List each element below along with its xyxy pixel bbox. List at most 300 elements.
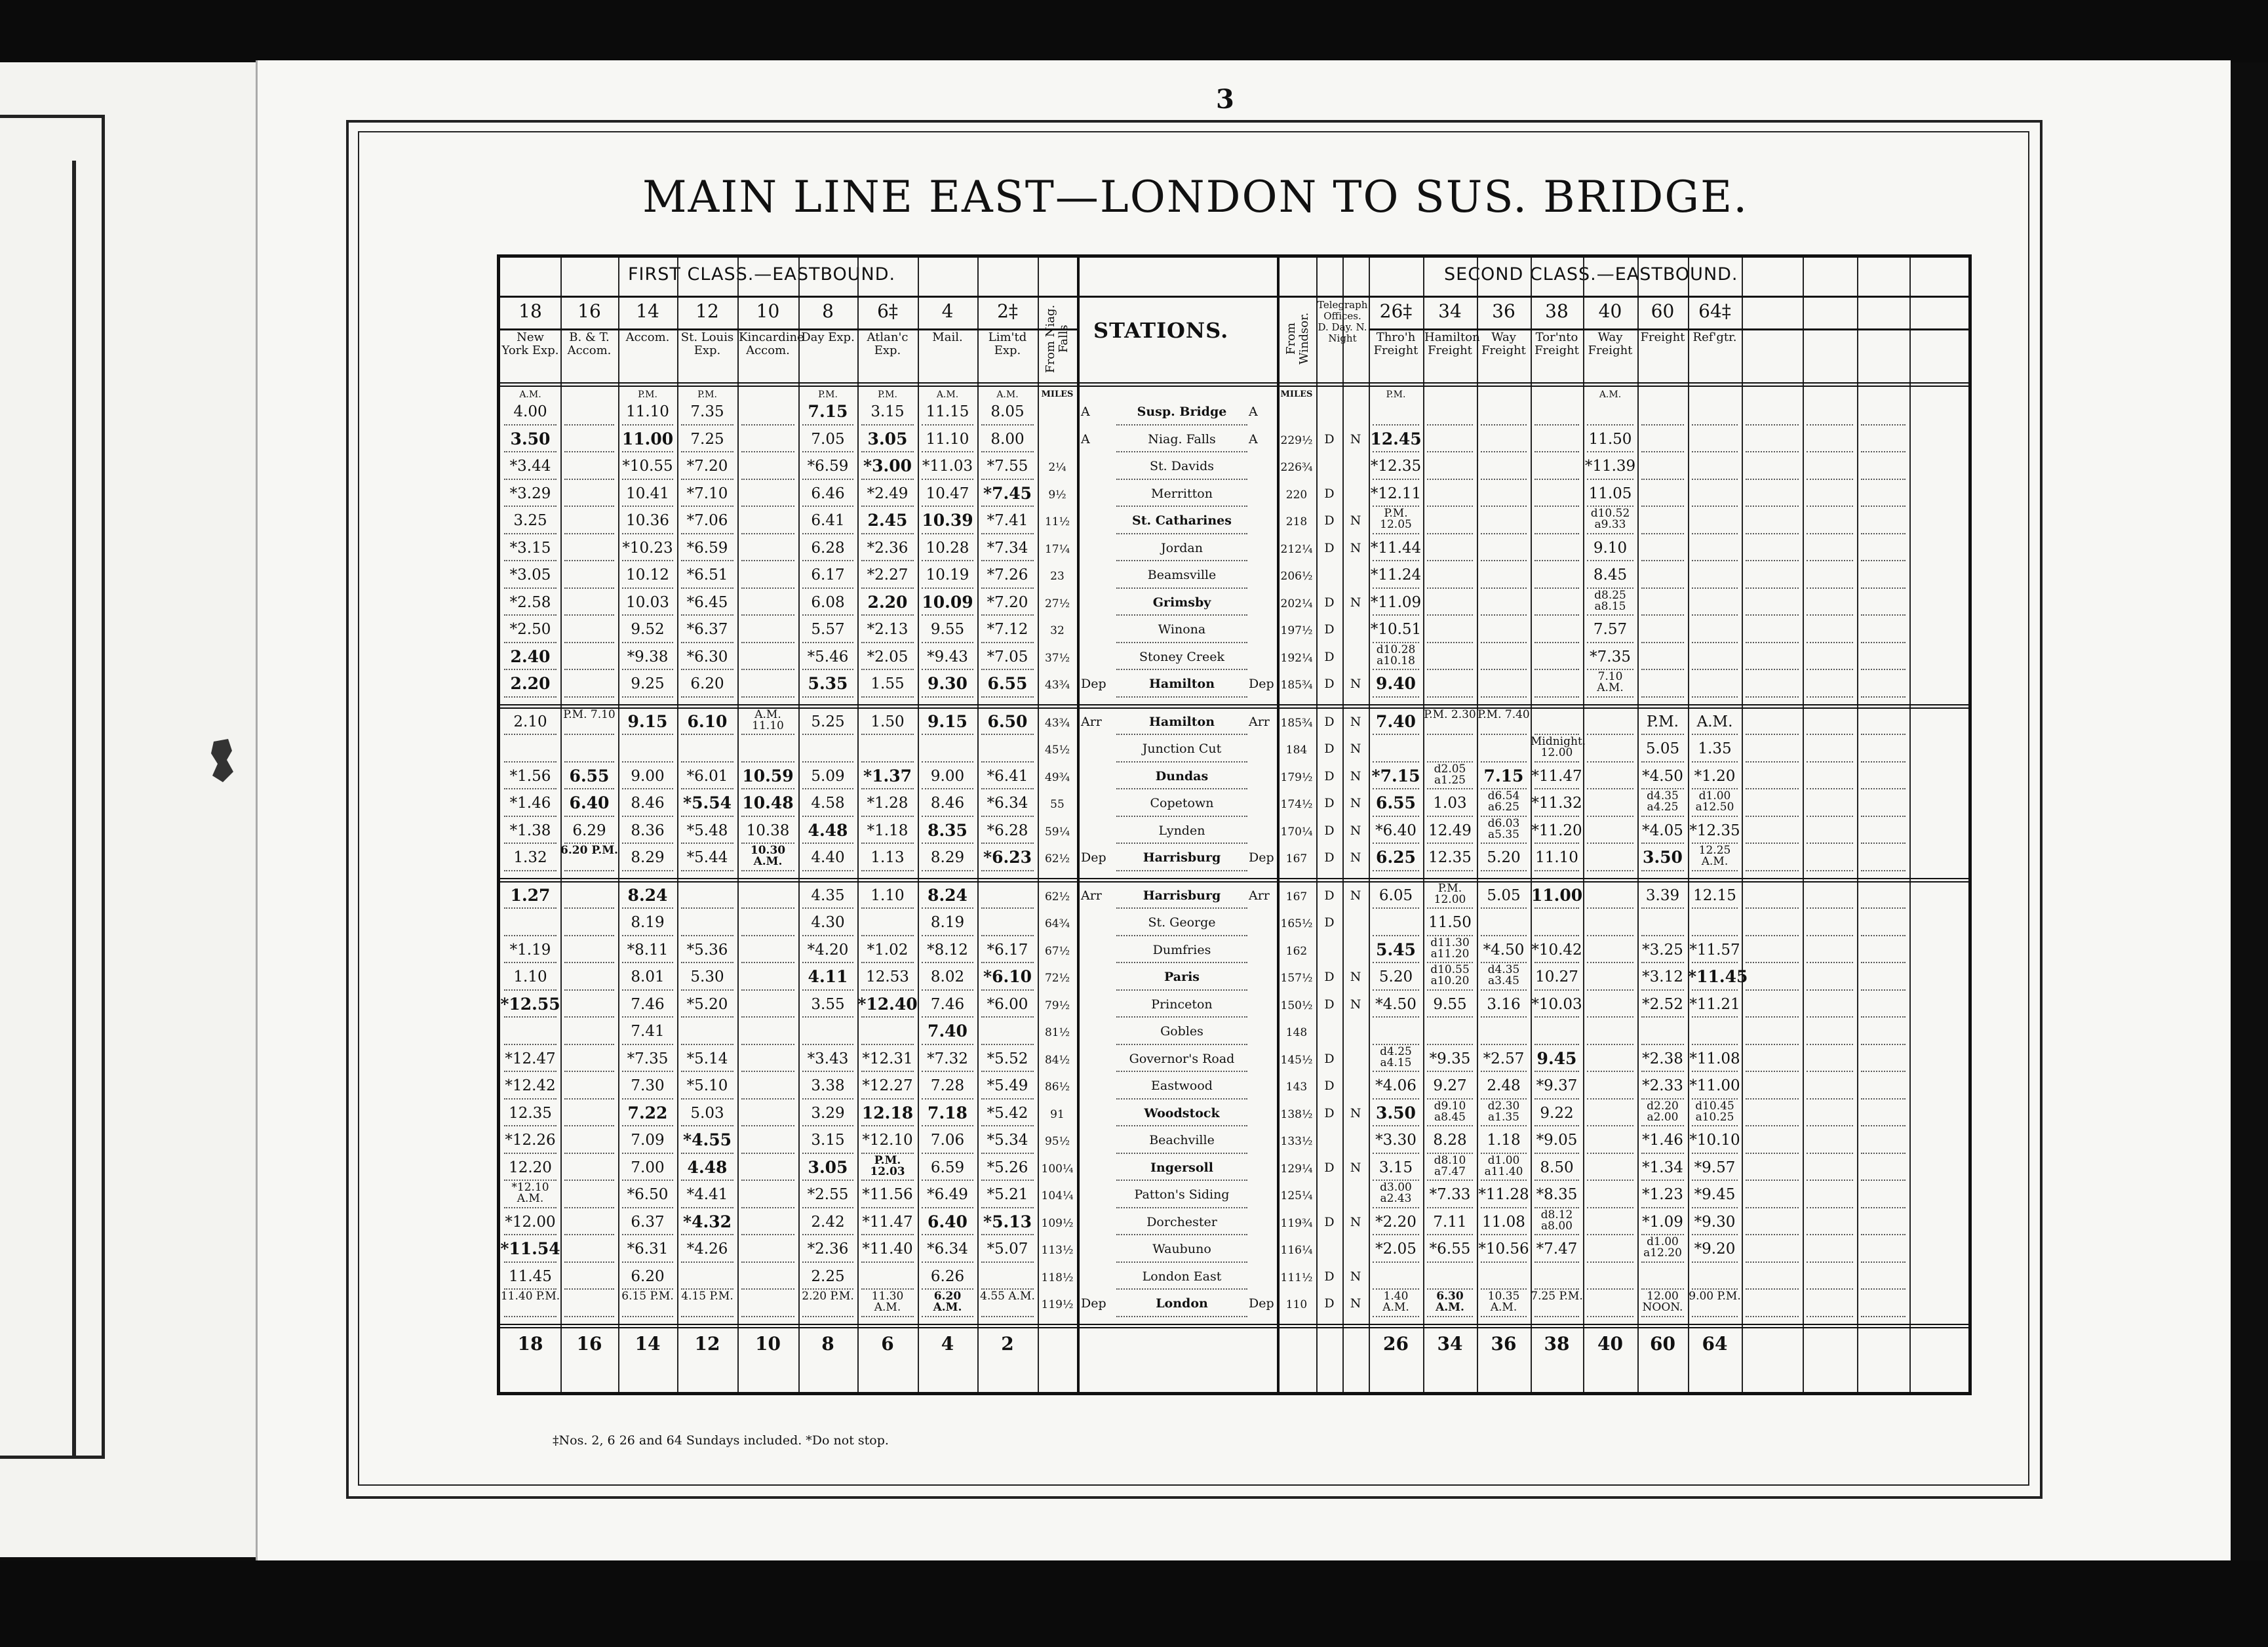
cell-leader <box>1861 1071 1906 1072</box>
cell-leader <box>564 870 614 871</box>
time-cell: *7.32 <box>927 1050 968 1067</box>
miles-cell: 100¼ <box>1041 1162 1074 1176</box>
cell-leader <box>1807 1261 1853 1263</box>
time-cell: 3.55 <box>811 995 845 1013</box>
time-cell: *2.52 <box>1642 995 1683 1013</box>
station-name: Merritton <box>1151 486 1213 501</box>
time-cell: *11.40 <box>862 1240 913 1258</box>
time-cell: 10.27 <box>1535 968 1578 985</box>
cell-leader <box>1861 761 1906 763</box>
telegraph-day-cell: D <box>1324 742 1335 756</box>
time-cell: 2.10 <box>513 713 547 730</box>
ampm-label: P.M. <box>878 389 897 400</box>
station-name: Winona <box>1158 622 1206 637</box>
cell-leader <box>1746 1098 1799 1100</box>
time-cell: *5.36 <box>686 941 728 959</box>
cell-leader <box>1535 1180 1579 1181</box>
cell-leader <box>981 506 1034 507</box>
miles-cell: 95½ <box>1044 1135 1070 1148</box>
time-cell: *1.38 <box>509 822 551 839</box>
time-cell: 6.59 <box>930 1159 965 1176</box>
cell-leader <box>981 642 1034 643</box>
cell-leader <box>922 1180 973 1181</box>
miles-cell: 2¼ <box>1048 461 1066 474</box>
cell-leader <box>622 843 673 844</box>
cell-leader <box>1692 1016 1738 1018</box>
scan-border-top <box>0 0 2268 62</box>
cell-leader <box>1535 560 1579 561</box>
scan-border-bottom <box>0 1560 2268 1647</box>
miles-cell: 91 <box>1050 1107 1065 1121</box>
time-cell: *4.41 <box>686 1186 728 1203</box>
time-cell: *6.01 <box>686 767 728 785</box>
cell-leader <box>922 761 973 763</box>
cell-leader <box>1861 587 1906 589</box>
cell-leader <box>922 669 973 670</box>
time-cell: 6.50 <box>987 711 1028 731</box>
time-cell: *10.56 <box>1478 1240 1529 1258</box>
cell-leader <box>981 424 1034 426</box>
time-cell: 10.38 <box>746 822 790 839</box>
cell-leader <box>622 962 673 963</box>
station-leader <box>1116 870 1247 871</box>
time-cell: 9.15 <box>928 711 968 731</box>
cell-leader <box>922 1125 973 1126</box>
time-cell: *2.05 <box>867 648 909 665</box>
cell-leader <box>1373 788 1419 789</box>
cell-leader <box>1373 614 1419 616</box>
telegraph-night-cell: N <box>1350 888 1361 903</box>
cell-leader <box>802 614 853 616</box>
time-cell: d4.35 a4.25 <box>1647 789 1679 814</box>
cell-leader <box>741 935 794 936</box>
cell-leader <box>741 1071 794 1072</box>
cell-leader <box>1861 560 1906 561</box>
cell-leader <box>622 479 673 480</box>
time-cell: 8.46 <box>930 795 965 812</box>
cell-leader <box>1746 1288 1799 1290</box>
cell-leader <box>802 1153 853 1154</box>
station-leader <box>1116 696 1247 698</box>
cell-leader <box>861 761 914 763</box>
cell-leader <box>1535 962 1579 963</box>
station-leader <box>1116 989 1247 991</box>
time-cell: 8.28 <box>1433 1132 1467 1149</box>
cell-leader <box>681 560 733 561</box>
cell-leader <box>1427 788 1473 789</box>
station-name: Junction Cut <box>1142 742 1222 756</box>
time-cell: *12.42 <box>505 1077 556 1094</box>
time-cell: 10.59 <box>742 766 794 785</box>
cell-leader <box>504 1234 557 1235</box>
cell-leader <box>1373 560 1419 561</box>
cell-leader <box>1373 669 1419 670</box>
cell-leader <box>741 669 794 670</box>
cell-leader <box>802 587 853 589</box>
time-cell: *3.15 <box>509 539 551 557</box>
time-cell: *1.20 <box>1694 767 1736 785</box>
time-cell: *8.35 <box>1536 1186 1578 1203</box>
telegraph-night-cell: N <box>1350 714 1361 729</box>
time-cell: *6.37 <box>686 621 728 638</box>
time-cell: 7.11 <box>1433 1213 1467 1231</box>
time-cell: *3.12 <box>1642 968 1683 985</box>
cell-leader <box>622 989 673 991</box>
cell-leader <box>1373 533 1419 534</box>
time-cell: 10.47 <box>926 485 969 502</box>
cell-leader <box>1587 1044 1633 1045</box>
station-prefix: Dep <box>1081 850 1106 865</box>
cell-leader <box>981 1180 1034 1181</box>
time-cell: 7.05 <box>811 430 845 448</box>
time-cell: 10.12 <box>626 566 669 584</box>
cell-leader <box>1373 935 1419 936</box>
cell-leader <box>741 424 794 426</box>
time-cell: 4.00 <box>513 403 547 420</box>
cell-leader <box>564 424 614 426</box>
time-cell: *5.13 <box>983 1212 1032 1231</box>
miles-cell: 9½ <box>1048 488 1066 502</box>
cell-leader <box>1807 1071 1853 1072</box>
cell-leader <box>1587 907 1633 909</box>
time-cell: 7.18 <box>928 1103 968 1122</box>
station-suffix: Dep <box>1249 1296 1274 1311</box>
time-cell: *6.30 <box>686 648 728 665</box>
cell-leader <box>1692 935 1738 936</box>
station-name: Grimsby <box>1152 595 1211 610</box>
time-cell: *5.54 <box>683 793 732 812</box>
cell-leader <box>622 870 673 871</box>
cell-leader <box>681 451 733 452</box>
cell-leader <box>564 907 614 909</box>
time-cell: *9.43 <box>927 648 968 665</box>
cell-leader <box>681 479 733 480</box>
windsor-miles-cell: 197½ <box>1280 624 1313 637</box>
time-cell: 12.35 <box>1428 849 1472 866</box>
binding-mark-icon <box>208 738 236 784</box>
time-cell: P.M. 12.03 <box>870 1153 905 1178</box>
cell-leader <box>1861 696 1906 698</box>
cell-leader <box>1692 560 1738 561</box>
cell-leader <box>861 614 914 616</box>
cell-leader <box>1746 734 1799 735</box>
time-cell: 1.27 <box>510 885 551 905</box>
time-cell: 8.24 <box>627 885 668 905</box>
cell-leader <box>564 989 614 991</box>
station-name: Harrisburg <box>1143 888 1221 903</box>
cell-leader <box>1641 1207 1684 1208</box>
time-cell: *4.26 <box>686 1240 728 1258</box>
cell-leader <box>981 870 1034 871</box>
telegraph-day-cell: D <box>1324 677 1335 691</box>
cell-leader <box>564 669 614 670</box>
time-cell: *9.20 <box>1694 1240 1736 1258</box>
windsor-miles-cell: 167 <box>1285 890 1308 903</box>
cell-leader <box>1587 1016 1633 1018</box>
cell-leader <box>1692 587 1738 589</box>
cell-leader <box>1587 1071 1633 1072</box>
windsor-miles-cell: 119¾ <box>1280 1216 1313 1230</box>
cell-leader <box>564 533 614 534</box>
cell-leader <box>1481 614 1527 616</box>
windsor-miles-cell: 229½ <box>1280 433 1313 447</box>
time-cell: 7.15 <box>1483 766 1524 785</box>
cell-leader <box>1587 1316 1633 1317</box>
cell-leader <box>1692 989 1738 991</box>
train-number: 38 <box>1545 300 1569 322</box>
time-cell: *12.35 <box>1370 458 1422 475</box>
stations-heading: STATIONS. <box>1093 318 1229 343</box>
time-cell: 3.15 <box>1378 1159 1413 1176</box>
cell-leader <box>1427 1316 1473 1317</box>
cell-leader <box>622 734 673 735</box>
time-cell: d2.30 a1.35 <box>1487 1099 1520 1124</box>
time-cell: 10.35 A.M. <box>1487 1290 1520 1314</box>
time-cell: 10.30 A.M. <box>750 844 786 868</box>
time-cell: P.M. 7.10 <box>563 707 616 721</box>
time-cell: 11.00 <box>1531 885 1583 905</box>
time-cell: *12.47 <box>505 1050 556 1067</box>
station-suffix: Arr <box>1249 888 1270 903</box>
cell-leader <box>1746 816 1799 817</box>
cell-leader <box>1535 642 1579 643</box>
time-cell: 7.40 <box>928 1022 968 1041</box>
cell-leader <box>981 1153 1034 1154</box>
windsor-miles-cell: 212¼ <box>1280 542 1313 556</box>
cell-leader <box>564 1288 614 1290</box>
cell-leader <box>1641 1125 1684 1126</box>
cell-leader <box>981 935 1034 936</box>
time-cell: *11.09 <box>1370 593 1422 611</box>
cell-leader <box>1535 1125 1579 1126</box>
train-column-header: Hamilton Freight <box>1424 330 1480 357</box>
cell-leader <box>1746 451 1799 452</box>
time-cell: 10.28 <box>926 539 969 557</box>
footnote: ‡Nos. 2, 6 26 and 64 Sundays included. *Do not stop. <box>553 1433 889 1448</box>
cell-leader <box>1746 1044 1799 1045</box>
telegraph-day-cell: D <box>1324 714 1335 729</box>
station-leader <box>1116 424 1247 426</box>
station-suffix: Dep <box>1249 677 1274 691</box>
cell-leader <box>1861 989 1906 991</box>
miles-cell: 72½ <box>1044 972 1070 985</box>
time-cell: 6.05 <box>1378 886 1413 904</box>
cell-leader <box>564 1044 614 1045</box>
windsor-miles-cell: 162 <box>1285 944 1308 958</box>
cell-leader <box>802 506 853 507</box>
time-cell: 1.10 <box>870 886 905 904</box>
train-column-header: Mail. <box>932 330 963 344</box>
cell-leader <box>681 907 733 909</box>
miles-cell: 32 <box>1050 624 1065 637</box>
cell-leader <box>1861 1288 1906 1290</box>
cell-leader <box>1587 843 1633 844</box>
second-class-heading: SECOND CLASS.—EASTBOUND. <box>1444 264 1738 285</box>
cell-leader <box>922 1261 973 1263</box>
cell-leader <box>861 788 914 789</box>
telegraph-day-cell: D <box>1324 915 1335 930</box>
time-cell: A.M. <box>1696 713 1733 730</box>
time-cell: 9.30 <box>928 674 968 693</box>
windsor-miles-cell: 192¼ <box>1280 651 1313 665</box>
cell-leader <box>1861 642 1906 643</box>
time-cell: *11.00 <box>1689 1077 1740 1094</box>
telegraph-day-cell: D <box>1324 970 1335 984</box>
time-cell: d1.00 a12.20 <box>1643 1235 1682 1260</box>
time-cell: 5.30 <box>690 968 724 985</box>
time-cell: *3.44 <box>509 458 551 475</box>
cell-leader <box>622 761 673 763</box>
cell-leader <box>1535 989 1579 991</box>
cell-leader <box>1861 1180 1906 1181</box>
cell-leader <box>1692 1316 1738 1317</box>
station-leader <box>1116 451 1247 452</box>
cell-leader <box>1481 1044 1527 1045</box>
time-cell: 11.15 <box>926 403 969 420</box>
cell-leader <box>1807 614 1853 616</box>
time-cell: *7.10 <box>686 485 728 502</box>
time-cell: *7.05 <box>987 648 1028 665</box>
time-cell: d8.10 a7.47 <box>1434 1153 1466 1178</box>
cell-leader <box>564 962 614 963</box>
footer-train-number: 2 <box>1001 1332 1014 1355</box>
cell-leader <box>981 1071 1034 1072</box>
station-name: Hamilton <box>1148 677 1215 691</box>
time-cell: *5.21 <box>987 1186 1028 1203</box>
time-cell: 2.20 <box>510 674 551 693</box>
cell-leader <box>1427 1044 1473 1045</box>
cell-leader <box>1481 935 1527 936</box>
cell-leader <box>1861 816 1906 817</box>
cell-leader <box>981 1234 1034 1235</box>
miles-label: MILES <box>1041 389 1074 399</box>
cell-leader <box>1535 1098 1579 1100</box>
cell-leader <box>504 479 557 480</box>
windsor-miles-cell: 145½ <box>1280 1053 1313 1067</box>
time-cell: *2.49 <box>867 485 909 502</box>
cell-leader <box>1535 451 1579 452</box>
time-cell: 12.35 <box>509 1104 552 1122</box>
page-title: MAIN LINE EAST—LONDON TO SUS. BRIDGE. <box>642 172 1749 222</box>
cell-leader <box>681 1207 733 1208</box>
miles-cell: 118½ <box>1041 1271 1074 1284</box>
cell-leader <box>1641 451 1684 452</box>
time-cell: 8.00 <box>990 430 1025 448</box>
cell-leader <box>564 1207 614 1208</box>
time-cell: *5.49 <box>987 1077 1028 1094</box>
cell-leader <box>1861 1207 1906 1208</box>
cell-leader <box>681 1098 733 1100</box>
station-leader <box>1116 479 1247 480</box>
telegraph-day-cell: D <box>1324 1051 1335 1066</box>
station-leader <box>1116 1316 1247 1317</box>
cell-leader <box>681 816 733 817</box>
telegraph-night-cell: N <box>1350 850 1361 865</box>
cell-leader <box>802 1234 853 1235</box>
cell-leader <box>1587 1180 1633 1181</box>
windsor-miles-cell: 148 <box>1285 1026 1308 1039</box>
time-cell: *5.07 <box>987 1240 1028 1258</box>
cell-leader <box>622 1261 673 1263</box>
station-leader <box>1116 1098 1247 1100</box>
train-number: 16 <box>577 300 601 322</box>
time-cell: 1.50 <box>870 713 905 730</box>
cell-leader <box>1587 962 1633 963</box>
cell-leader <box>504 614 557 616</box>
train-column-header: Accom. <box>625 330 670 344</box>
cell-leader <box>1373 1261 1419 1263</box>
station-name: St. Davids <box>1149 459 1214 473</box>
cell-leader <box>922 1153 973 1154</box>
cell-leader <box>981 696 1034 698</box>
footer-train-number: 8 <box>821 1332 834 1355</box>
cell-leader <box>1587 816 1633 817</box>
time-cell: 12.00 NOON. <box>1642 1290 1683 1314</box>
time-cell: 3.15 <box>870 403 905 420</box>
time-cell: *11.03 <box>922 458 973 475</box>
cell-leader <box>1427 816 1473 817</box>
cell-leader <box>1641 1153 1684 1154</box>
time-cell: 1.10 <box>513 968 547 985</box>
time-cell: 11.00 <box>621 429 674 448</box>
station-name: Harrisburg <box>1143 850 1221 865</box>
cell-leader <box>1692 506 1738 507</box>
cell-leader <box>861 843 914 844</box>
cell-leader <box>1481 424 1527 426</box>
cell-leader <box>622 1098 673 1100</box>
time-cell: *1.23 <box>1642 1186 1683 1203</box>
cell-leader <box>1427 642 1473 643</box>
cell-leader <box>504 587 557 589</box>
cell-leader <box>861 935 914 936</box>
time-cell: 10.09 <box>922 592 973 612</box>
time-cell: *1.46 <box>1642 1132 1683 1149</box>
cell-leader <box>981 614 1034 616</box>
cell-leader <box>1692 1153 1738 1154</box>
cell-leader <box>1481 642 1527 643</box>
time-cell: 9.22 <box>1540 1104 1574 1122</box>
cell-leader <box>861 962 914 963</box>
cell-leader <box>1641 1044 1684 1045</box>
cell-leader <box>1373 962 1419 963</box>
cell-leader <box>741 642 794 643</box>
cell-leader <box>1641 1316 1684 1317</box>
cell-leader <box>922 1044 973 1045</box>
time-cell: 10.41 <box>626 485 669 502</box>
time-cell: 8.50 <box>1540 1159 1574 1176</box>
cell-leader <box>564 935 614 936</box>
cell-leader <box>861 587 914 589</box>
cell-leader <box>622 1234 673 1235</box>
time-cell: 6.55 <box>1376 793 1416 812</box>
time-cell: 3.05 <box>867 429 908 448</box>
cell-leader <box>1807 870 1853 871</box>
time-cell: d2.05 a1.25 <box>1434 762 1466 787</box>
ampm-label: A.M. <box>936 389 959 400</box>
telegraph-day-cell: D <box>1324 595 1335 610</box>
telegraph-day-cell: D <box>1324 888 1335 903</box>
station-name: Dumfries <box>1152 942 1211 957</box>
cell-leader <box>622 1180 673 1181</box>
cell-leader <box>564 451 614 452</box>
cell-leader <box>981 1261 1034 1263</box>
cell-leader <box>1807 479 1853 480</box>
time-cell: d2.20 a2.00 <box>1647 1099 1679 1124</box>
time-cell: 9.40 <box>1376 674 1416 693</box>
time-cell: *7.45 <box>983 483 1032 503</box>
windsor-miles-header: From Windsor. <box>1284 312 1311 365</box>
time-cell: *9.45 <box>1694 1186 1736 1203</box>
